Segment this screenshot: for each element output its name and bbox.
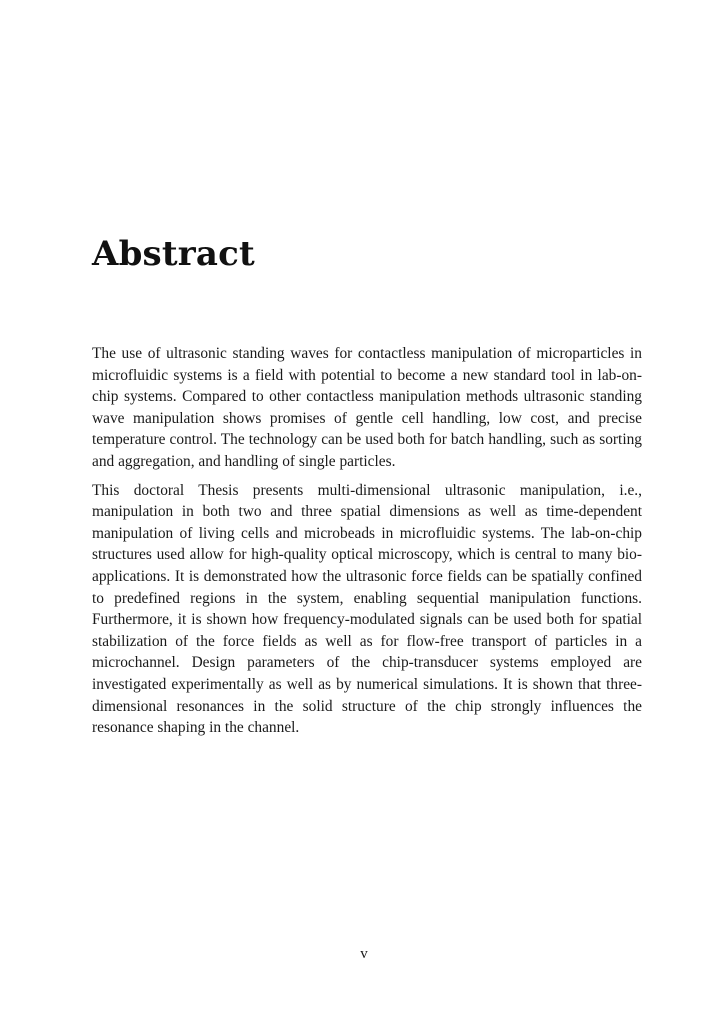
abstract-paragraph-1: The use of ultrasonic standing waves for contactless manipulation of microparticles in microfluidic systems is a field with potential to become a new standard tool in lab-on-chip systems. Compared to other contactless manipulation methods ultrasonic standing wave manipulation shows promises of gentle cell handling, low cost, and precise temperature control. The technology can be used both for batch handling, such as sorting and aggregation, and handling of single particles. <box>92 345 642 470</box>
page-title: Abstract <box>92 234 255 274</box>
abstract-body <box>92 343 642 746</box>
page-number: v <box>360 946 368 962</box>
abstract-paragraph-2: This doctoral Thesis presents multi-dimensional ultrasonic manipulation, i.e., manipulation in both two and three spatial dimensions as well as time-dependent manipulation of living cells and microbeads in microfluidic systems. The lab-on-chip structures used allow for high-quality optical microscopy, which is central to many bio-applications. It is demonstrated how the ultrasonic force fields can be spatially confined to predefined regions in the system, enabling sequential manipulation functions. Furthermore, it is shown how frequency-modulated signals can be used both for spatial stabilization of the force fields as well as for flow-free transport of particles in a microchannel. Design parameters of the chip-transducer systems employed are investigated experimentally as well as by numerical simulations. It is shown that three-dimensional resonances in the solid structure of the chip strongly influences the resonance shaping in the channel. <box>92 481 642 737</box>
